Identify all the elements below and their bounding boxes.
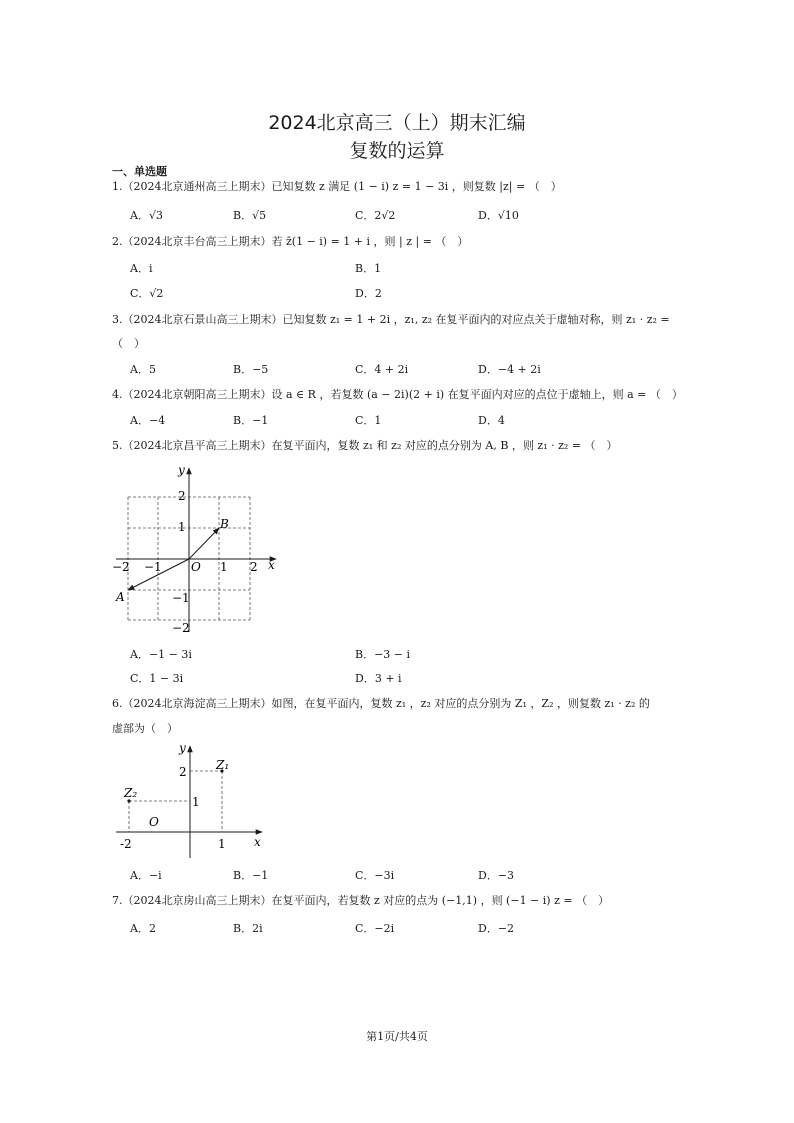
q5-option-a: A．−1 − 3i (130, 648, 192, 661)
y-axis-label: y (179, 741, 186, 755)
q6-option-c: C．−3i (355, 869, 395, 882)
q2-option-a: A．i (130, 262, 153, 275)
point-z2-label: Z₂ (124, 786, 138, 800)
origin-label: O (149, 815, 159, 829)
guide-lines (129, 771, 222, 832)
q3-option-c: C．4 + 2i (355, 363, 409, 376)
question-6-cont: 虚部为（ ） (112, 722, 178, 735)
question-1: 1.（2024北京通州高三上期末）已知复数 z 满足 (1 − i) z = 1 − 3i ，则复数 |z| = （ ） (112, 180, 562, 193)
point-a-label: A (116, 590, 125, 604)
point-z1-label: Z₁ (216, 758, 230, 772)
q7-option-a: A．2 (130, 922, 156, 935)
q1-option-a: A．√3 (130, 209, 163, 222)
q4-option-a: A．−4 (130, 414, 166, 427)
q6-option-b: B．−1 (233, 869, 269, 882)
q2-option-b: B．1 (355, 262, 382, 275)
q1-option-c: C．2√2 (355, 209, 396, 222)
question-4: 4.（2024北京朝阳高三上期末）设 a ∈ R ，若复数 (a − 2i)(2 + i) 在复平面内对应的点位于虚轴上，则 a = （ ） (112, 388, 683, 401)
q1-option-d: D．√10 (478, 209, 519, 222)
question-2: 2.（2024北京丰台高三上期末）若 z̄(1 − i) = 1 + i ，则 | z | = （ ） (112, 235, 469, 248)
q7-option-c: C．−2i (355, 922, 395, 935)
q3-option-a: A．5 (130, 363, 156, 376)
tick-y-m2: −2 (172, 621, 190, 635)
question-3-cont: （ ） (112, 337, 145, 350)
tick-x-2: 2 (250, 560, 258, 574)
q3-option-b: B．−5 (233, 363, 269, 376)
x-axis-label: x (268, 558, 275, 572)
q1-option-b: B．√5 (233, 209, 267, 222)
tick-x-m1: −1 (144, 560, 162, 574)
q2-option-d: D．2 (355, 287, 382, 300)
vector-ob (189, 528, 219, 559)
page-title: 2024北京高三（上）期末汇编 (268, 112, 526, 134)
q4-option-d: D．4 (478, 414, 505, 427)
tick-x-1: 1 (218, 837, 226, 851)
q2-option-c: C．√2 (130, 287, 164, 300)
section-heading: 一、单选题 (112, 165, 167, 178)
q3-option-d: D．−4 + 2i (478, 363, 541, 376)
question-3: 3.（2024北京石景山高三上期末）已知复数 z₁ = 1 + 2i ，z₁, z₂ 在复平面内的对应点关于虚轴对称，则 z₁ · z₂ = (112, 313, 670, 326)
q7-option-d: D．−2 (478, 922, 515, 935)
figure-5-complex-plane (108, 460, 288, 640)
q4-option-b: B．−1 (233, 414, 269, 427)
tick-x-m2: −2 (112, 560, 130, 574)
tick-y-1: 1 (178, 520, 186, 534)
tick-y-2: 2 (179, 765, 187, 779)
q5-option-b: B．−3 − i (355, 648, 411, 661)
q7-option-b: B．2i (233, 922, 263, 935)
tick-y-m1: −1 (172, 591, 190, 605)
q5-option-c: C．1 − 3i (130, 672, 184, 685)
q6-option-a: A．−i (130, 869, 162, 882)
question-7: 7.（2024北京房山高三上期末）在复平面内，若复数 z 对应的点为 (−1,1) ，则 (−1 − i) z = （ ） (112, 894, 610, 907)
q4-option-c: C．1 (355, 414, 382, 427)
page-footer: 第1页/共4页 (366, 1030, 428, 1043)
page-subtitle: 复数的运算 (349, 140, 445, 162)
tick-y-1: 1 (192, 795, 200, 809)
y-axis-label: y (178, 463, 185, 477)
tick-x-m2: -2 (120, 837, 132, 851)
origin-label: O (191, 560, 201, 574)
tick-y-2: 2 (178, 489, 186, 503)
question-6: 6.（2024北京海淀高三上期末）如图，在复平面内，复数 z₁ ，z₂ 对应的点分别为 Z₁ ，Z₂ ，则复数 z₁ · z₂ 的 (112, 697, 650, 710)
question-5: 5.（2024北京昌平高三上期末）在复平面内，复数 z₁ 和 z₂ 对应的点分别为 A, B ，则 z₁ · z₂ = （ ） (112, 439, 618, 452)
x-axis-label: x (254, 835, 261, 849)
point-b-label: B (220, 517, 229, 531)
tick-x-1: 1 (220, 560, 228, 574)
q6-option-d: D．−3 (478, 869, 515, 882)
figure-6-complex-plane (112, 740, 272, 860)
q5-option-d: D．3 + i (355, 672, 402, 685)
